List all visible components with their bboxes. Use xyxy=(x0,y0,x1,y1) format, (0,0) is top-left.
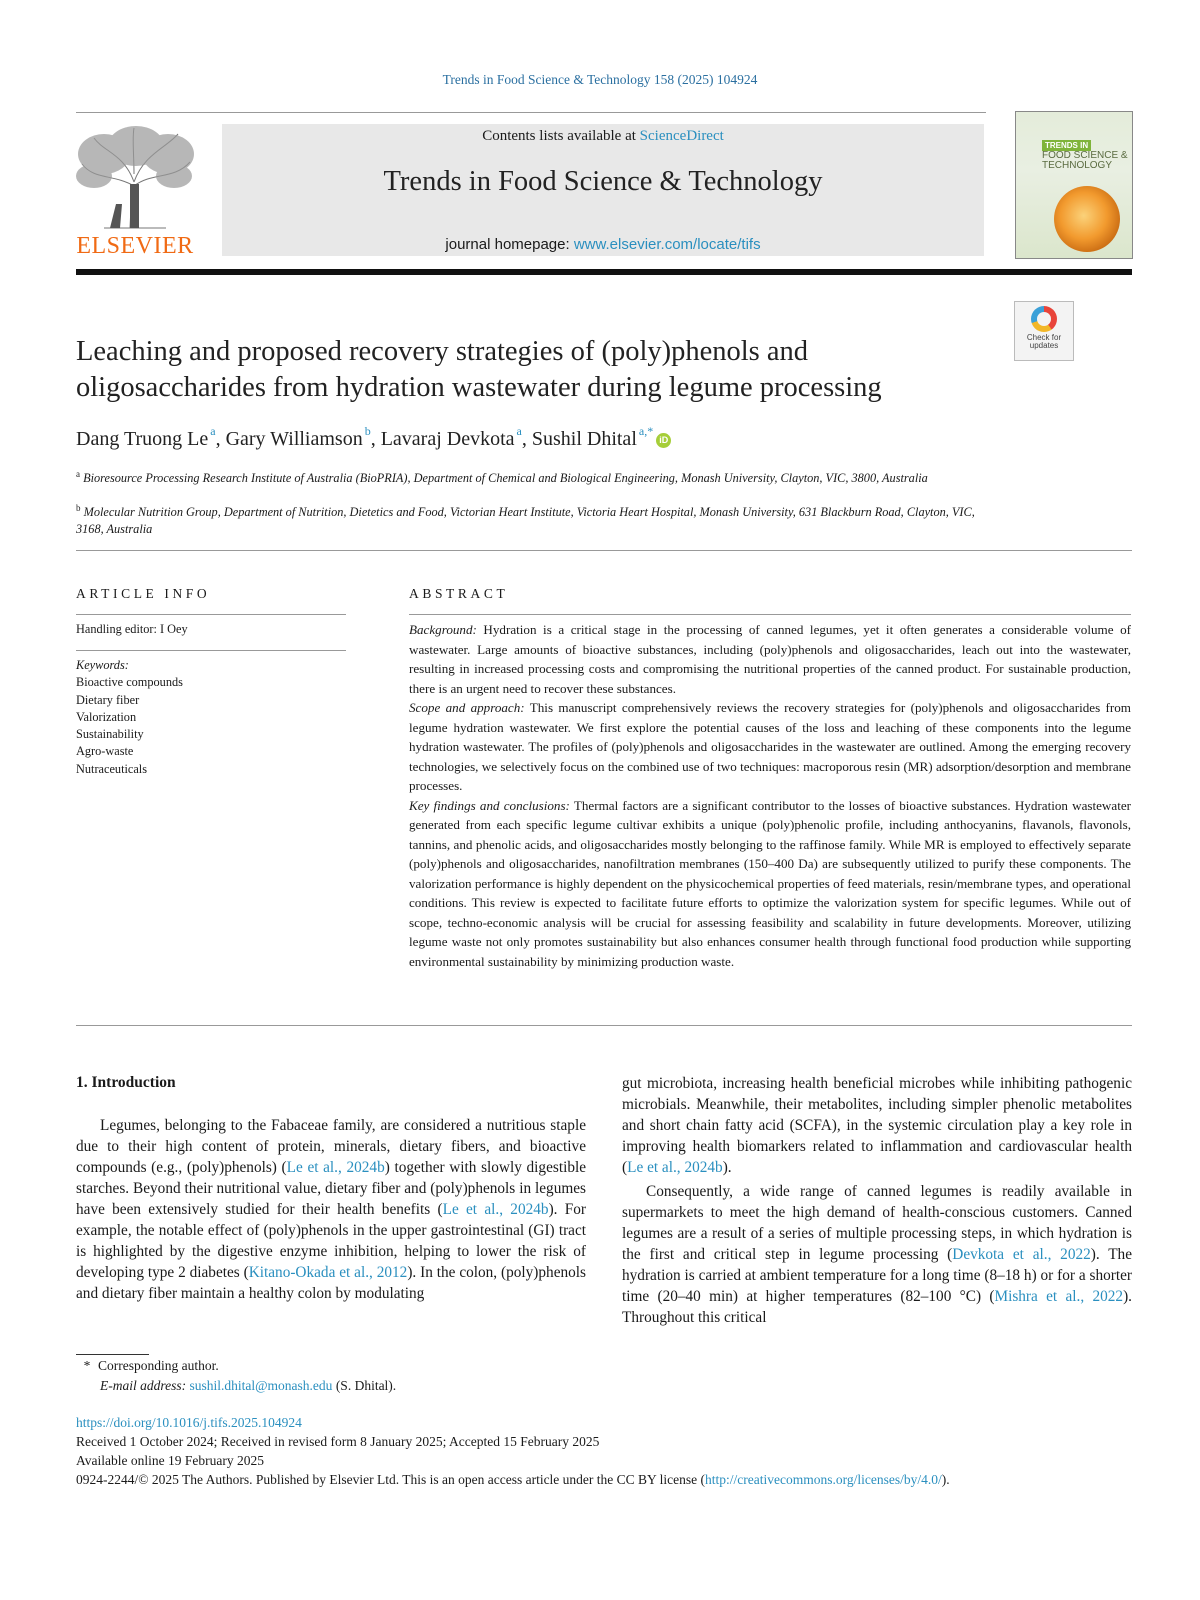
email-label: E-mail address: xyxy=(100,1378,187,1393)
article-footer xyxy=(76,1413,950,1489)
keywords-rule xyxy=(76,650,346,651)
abstract-findings xyxy=(409,796,1131,972)
journal-title: Trends in Food Science & Technology xyxy=(383,166,823,197)
citation-link[interactable]: Le et al., 2024b xyxy=(286,1159,385,1176)
citation-link[interactable]: Kitano-Okada et al., 2012 xyxy=(248,1264,408,1281)
affiliation-marker: a xyxy=(76,469,80,479)
keyword-item: Bioactive compounds xyxy=(76,675,183,690)
header-rule xyxy=(76,112,986,113)
body-column-left xyxy=(76,1115,586,1304)
author-list: Dang Truong Le $^a$, Gary Williamson $^b$, Lavaraj Devkota $^a$, Sushil Dhital $^{a,*}$iD xyxy=(76,424,976,451)
email-footnote xyxy=(100,1378,396,1394)
keywords-block xyxy=(76,657,183,778)
elsevier-wordmark: ELSEVIER xyxy=(76,233,194,259)
abstract-scope xyxy=(409,698,1131,796)
abstract-section-label: Scope and approach: xyxy=(409,700,525,715)
abstract-rule xyxy=(409,614,1131,615)
affiliation-text: Molecular Nutrition Group, Department of Nutrition, Dietetics and Food, Victorian Heart Institute, Victoria Heart Hospital, Monash University, 631 Blackburn Road, Clayton, VIC, 3168, Australia xyxy=(76,505,975,537)
body-text: ). xyxy=(722,1159,732,1176)
corresponding-label: Corresponding author. xyxy=(98,1358,219,1373)
cover-fruit-image xyxy=(1054,186,1120,252)
handling-editor: Handling editor: I Oey xyxy=(76,622,188,636)
footnote-rule xyxy=(76,1354,149,1355)
keyword-item: Nutraceuticals xyxy=(76,761,148,776)
author-affil-marker[interactable]: a xyxy=(516,424,522,438)
article-info-heading: ARTICLE INFO xyxy=(76,586,211,601)
body-text: ). Throughout this critical xyxy=(622,1288,1132,1326)
abstract-background xyxy=(409,620,1131,698)
keyword-item: Sustainability xyxy=(76,727,144,742)
contents-available-line xyxy=(222,128,984,145)
citation-link[interactable]: Le et al., 2024b xyxy=(442,1201,549,1218)
license-text: 0924-2244/© 2025 The Authors. Published by Elsevier Ltd. This is an open access article under the CC BY license ( xyxy=(76,1472,706,1487)
body-column-right xyxy=(622,1073,1132,1328)
author-affil-marker[interactable]: a xyxy=(210,424,216,438)
elsevier-logo[interactable] xyxy=(74,124,196,260)
body-text: ). In the colon, (poly)phenols and dietary fiber maintain a healthy colon by modulating xyxy=(76,1264,586,1302)
received-dates: Received 1 October 2024; Received in revised form 8 January 2025; Accepted 15 February 2025 xyxy=(76,1434,600,1449)
author-name[interactable]: Sushil Dhital xyxy=(531,428,637,450)
homepage-prefix: journal homepage: xyxy=(445,236,574,253)
keyword-item: Agro-waste xyxy=(76,744,134,759)
author-affil-marker[interactable]: b xyxy=(364,424,371,438)
abstract-section-text: Hydration is a critical stage in the processing of canned legumes, yet it often generates a considerable volume of wastewater. Large amounts of bioactive substances, including (poly)phenols and oligosaccharides, leach out into the wastewater, resulting in increased processing costs and compromising the nutritional properties of the canned product. For sustainable production, there is an urgent need to recover these substances. xyxy=(409,622,1131,696)
article-title: Leaching and proposed recovery strategies of (poly)phenols and oligosaccharides from hydration wastewater during legume processing xyxy=(76,336,882,403)
affiliation-a xyxy=(76,466,996,487)
abstract-body xyxy=(409,620,1131,971)
journal-homepage-link[interactable]: www.elsevier.com/locate/tifs xyxy=(573,236,761,253)
body-text: ). For example, the notable effect of (poly)phenols in the upper gastrointestinal (GI) tract is highlighted by the digestive enzyme inhibition, helping to lower the risk of developing type 2 diabetes ( xyxy=(76,1201,587,1281)
tree-icon xyxy=(74,124,196,232)
abstract-section-label: Background: xyxy=(409,622,477,637)
corresponding-footnote xyxy=(76,1358,219,1374)
affiliation-b xyxy=(76,500,996,538)
cover-badge: TRENDS IN xyxy=(1042,140,1091,151)
keyword-item: Valorization xyxy=(76,709,137,724)
keyword-item: Dietary fiber xyxy=(76,692,140,707)
keywords-label: Keywords: xyxy=(76,658,129,672)
header-thick-rule xyxy=(76,269,1132,275)
abstract-heading: ABSTRACT xyxy=(409,586,509,601)
body-text: gut microbiota, increasing health beneficial microbes while inhibiting pathogenic microbials. Meanwhile, their metabolites, including simpler phenolic metabolites and short chain fatty acid (SCFA), in the systemic circulation play a key role in improving health biomarkers related to inflammation and cardiovascular health ( xyxy=(622,1075,1132,1176)
affiliation-text: Bioresource Processing Research Institute of Australia (BioPRIA), Department of Chemical and Biological Engineering, Monash University, Clayton, VIC, 3800, Australia xyxy=(83,471,928,486)
article-info-rule xyxy=(76,614,346,615)
body-text: Legumes, belonging to the Fabaceae family, are considered a nutritious staple due to their high content of protein, minerals, dietary fibers, and bioactive compounds (e.g., (poly)phenols) ( xyxy=(76,1117,586,1176)
body-text: ). The hydration is carried at ambient temperature for a long time (8–18 h) or for a shorter time (20–40 min) at higher temperatures (82–100 °C) ( xyxy=(622,1246,1132,1305)
abstract-section-text: Thermal factors are a significant contributor to the losses of bioactive substances. Hydration wastewater generated from each specific legume cultivar exhibits a unique (poly)phenolic profile, including anthocyanins, flavanols, flavonols, tannins, and phenolic acids, and oligosaccharides mostly belonging to the raffinose family. While MR is employed to effectively separate (poly)phenols and oligosaccharides, nanofiltration membranes (150–400 Da) are subsequently utilized to purify these components. The valorization performance is highly dependent on the physicochemical properties of feed materials, resin/membrane types, and operational conditions. This review is expected to facilitate future efforts to optimize the valorization system for specific legumes. While out of scope, techno-economic analysis will be crucial for assessing feasibility and scalability in future developments. Moreover, utilizing legume waste not only promotes sustainability but also enhances consumer health through functional food production while supporting environmental sustainability by minimizing production waste. xyxy=(409,797,1131,969)
available-online: Available online 19 February 2025 xyxy=(76,1453,264,1468)
introduction-heading: 1. Introduction xyxy=(76,1074,176,1091)
abstract-bottom-rule xyxy=(76,1025,1132,1026)
journal-homepage-line xyxy=(222,236,984,253)
author-name[interactable]: Dang Truong Le xyxy=(76,428,209,450)
sciencedirect-link[interactable]: ScienceDirect xyxy=(639,128,724,144)
affiliation-rule xyxy=(76,550,1132,551)
email-suffix: (S. Dhital). xyxy=(332,1378,397,1393)
orcid-icon[interactable]: iD xyxy=(656,433,671,448)
doi-link[interactable]: https://doi.org/10.1016/j.tifs.2025.104924 xyxy=(76,1415,302,1430)
footnote-star: * xyxy=(83,1358,91,1373)
running-head: Trends in Food Science & Technology 158 (2025) 104924 xyxy=(442,72,758,87)
body-text: Consequently, a wide range of canned legumes is readily available in supermarkets to meet the high demand of health-conscious customers. Canned legumes are a result of a series of multiple processing steps, in which hydration is the first and critical step in legume processing ( xyxy=(622,1183,1132,1263)
license-link[interactable]: http://creativecommons.org/licenses/by/4.0/ xyxy=(705,1472,942,1487)
body-text: ) together with slowly digestible starches. Beyond their nutritional value, dietary fiber and (poly)phenols in legumes have been extensively studied for their health benefits ( xyxy=(76,1159,587,1218)
journal-banner xyxy=(222,124,984,256)
author-email-link[interactable]: sushil.dhital@monash.edu xyxy=(189,1378,333,1393)
contents-prefix: Contents lists available at xyxy=(482,128,640,144)
intro-paragraph xyxy=(622,1181,1132,1328)
author-name[interactable]: Lavaraj Devkota xyxy=(380,428,515,450)
citation-link[interactable]: Mishra et al., 2022 xyxy=(994,1288,1124,1305)
abstract-section-text: This manuscript comprehensively reviews the recovery strategies for (poly)phenols and oligosaccharides from legume hydration wastewater. We first explore the potential causes of the loss and leaching of these components into the legume hydration wastewater. The profiles of (poly)phenols and oligosaccharides in the wastewater are outlined. Among the emerging recovery technologies, we selectively focus on the combined use of two techniques: macroporous resin (MR) adsorption/desorption and membrane processes. xyxy=(409,700,1131,793)
citation-link[interactable]: Devkota et al., 2022 xyxy=(952,1246,1091,1263)
cover-title: FOOD SCIENCE & TECHNOLOGY xyxy=(1042,150,1128,171)
citation-link[interactable]: Le et al., 2024b xyxy=(627,1159,723,1176)
license-line xyxy=(76,1470,950,1489)
crossmark-icon xyxy=(1031,306,1057,332)
intro-paragraph xyxy=(76,1115,586,1304)
author-affil-marker[interactable]: a,* xyxy=(638,424,654,438)
journal-cover-image[interactable] xyxy=(1015,111,1133,259)
affiliation-marker: b xyxy=(76,503,81,513)
intro-paragraph xyxy=(622,1073,1132,1178)
check-for-updates-label: Check for updates xyxy=(1026,333,1062,350)
check-for-updates-button[interactable] xyxy=(1014,301,1074,361)
abstract-section-label: Key findings and conclusions: xyxy=(409,797,570,813)
author-name[interactable]: Gary Williamson xyxy=(225,428,363,450)
license-suffix: ). xyxy=(941,1472,950,1487)
